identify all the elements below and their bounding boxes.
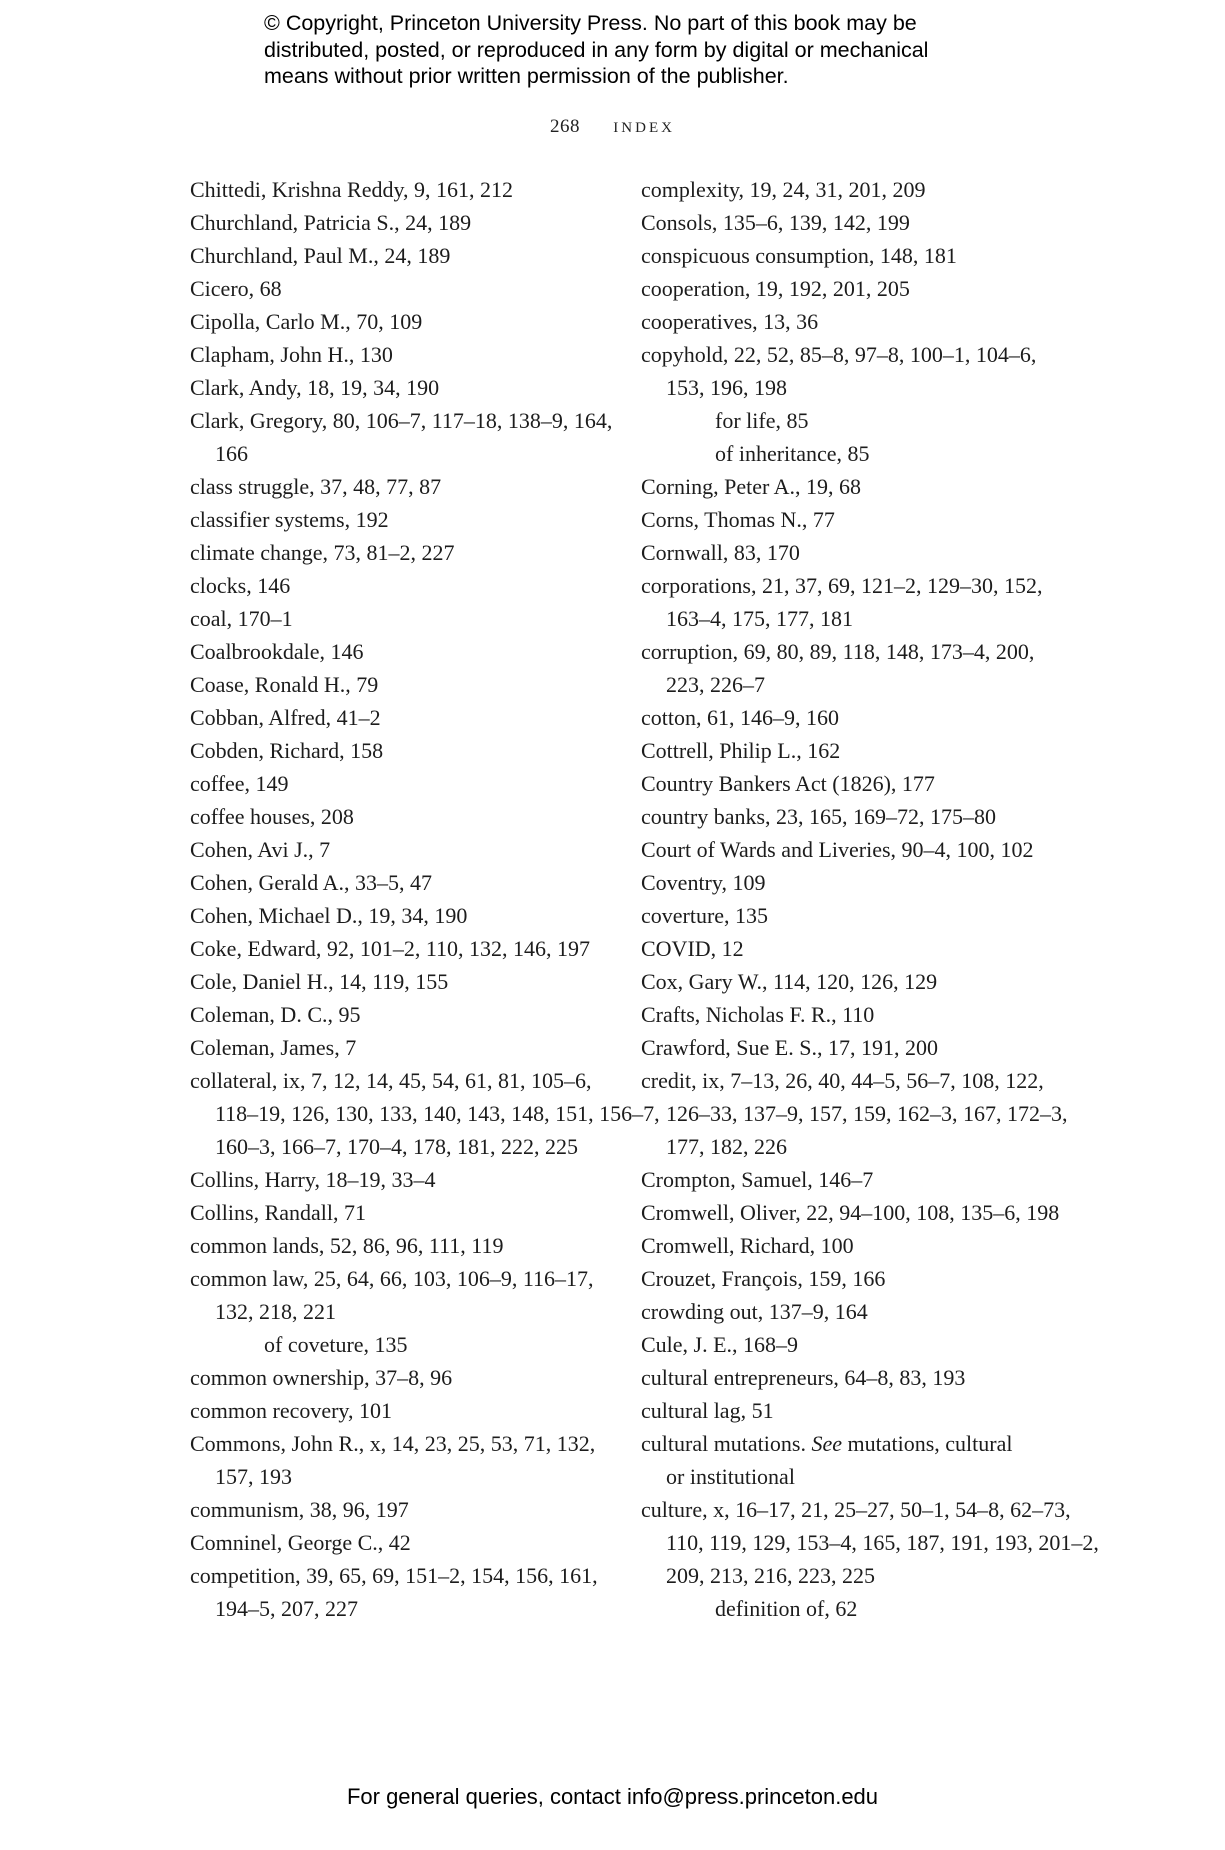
index-entry-line: country banks, 23, 165, 169–72, 175–80 bbox=[641, 804, 997, 829]
index-entry-line: Coventry, 109 bbox=[641, 870, 766, 895]
index-entry bbox=[641, 932, 1071, 965]
index-entry-line: Corning, Peter A., 19, 68 bbox=[641, 474, 861, 499]
index-entry bbox=[190, 569, 610, 602]
index-entry bbox=[190, 866, 610, 899]
index-entry-line: Cox, Gary W., 114, 120, 126, 129 bbox=[641, 969, 938, 994]
index-entry bbox=[190, 1031, 610, 1064]
index-entry bbox=[190, 668, 610, 701]
index-entry-line: Cole, Daniel H., 14, 119, 155 bbox=[190, 969, 449, 994]
index-entry bbox=[190, 470, 610, 503]
index-entry bbox=[641, 1427, 1071, 1493]
index-entry-line: or institutional bbox=[666, 1464, 795, 1489]
running-head bbox=[0, 112, 1225, 138]
index-entry bbox=[190, 536, 610, 569]
index-entry-line: Coase, Ronald H., 79 bbox=[190, 672, 379, 697]
index-entry bbox=[190, 173, 610, 206]
page-number: 268 bbox=[550, 116, 581, 137]
index-entry bbox=[641, 998, 1071, 1031]
index-entry-line: communism, 38, 96, 197 bbox=[190, 1497, 409, 1522]
index-entry-line: Cobban, Alfred, 41–2 bbox=[190, 705, 381, 730]
index-entry-line: common law, 25, 64, 66, 103, 106–9, 116–17, bbox=[190, 1266, 594, 1291]
index-entry-line: COVID, 12 bbox=[641, 936, 744, 961]
index-entry bbox=[190, 1559, 610, 1625]
index-entry-line: class struggle, 37, 48, 77, 87 bbox=[190, 474, 442, 499]
section-title: index bbox=[613, 112, 675, 137]
index-entry-line: Collins, Randall, 71 bbox=[190, 1200, 366, 1225]
index-entry bbox=[641, 1163, 1071, 1196]
index-entry bbox=[641, 1295, 1071, 1328]
index-entry-line: 209, 213, 216, 223, 225 bbox=[666, 1563, 875, 1588]
index-entry-line: 153, 196, 198 bbox=[666, 375, 787, 400]
index-entry-line: Commons, John R., x, 14, 23, 25, 53, 71, 132, bbox=[190, 1431, 596, 1456]
index-entry bbox=[190, 1064, 660, 1163]
index-entry bbox=[190, 1229, 610, 1262]
index-entry-line: cooperation, 19, 192, 201, 205 bbox=[641, 276, 910, 301]
index-column-left bbox=[190, 173, 660, 1625]
copyright-line: © Copyright, Princeton University Press. No part of this book may be bbox=[264, 11, 917, 35]
index-entry-line: Cohen, Michael D., 19, 34, 190 bbox=[190, 903, 468, 928]
index-entry bbox=[641, 1361, 1071, 1394]
index-entry bbox=[190, 998, 610, 1031]
index-entry-line: Cromwell, Oliver, 22, 94–100, 108, 135–6, 198 bbox=[641, 1200, 1060, 1225]
copyright-notice bbox=[264, 10, 1024, 90]
index-entry-line: common recovery, 101 bbox=[190, 1398, 393, 1423]
index-entry-line: Coke, Edward, 92, 101–2, 110, 132, 146, 197 bbox=[190, 936, 591, 961]
index-entry-line: Consols, 135–6, 139, 142, 199 bbox=[641, 210, 910, 235]
index-entry-line: 110, 119, 129, 153–4, 165, 187, 191, 193, 201–2, bbox=[666, 1530, 1099, 1555]
index-entry-line: Comninel, George C., 42 bbox=[190, 1530, 411, 1555]
copyright-line: distributed, posted, or reproduced in any form by digital or mechanical bbox=[264, 37, 929, 62]
index-entry bbox=[641, 305, 1071, 338]
index-entry bbox=[190, 602, 610, 635]
index-entry bbox=[190, 767, 610, 800]
index-entry bbox=[190, 206, 610, 239]
index-entry bbox=[190, 1361, 610, 1394]
index-entry bbox=[641, 1031, 1071, 1064]
index-entry bbox=[190, 1262, 610, 1328]
index-entry-line: Churchland, Patricia S., 24, 189 bbox=[190, 210, 472, 235]
index-entry-line: 157, 193 bbox=[215, 1464, 292, 1489]
index-entry-line: clocks, 146 bbox=[190, 573, 291, 598]
index-entry-line: competition, 39, 65, 69, 151–2, 154, 156, 161, bbox=[190, 1563, 598, 1588]
index-entry bbox=[641, 1394, 1071, 1427]
index-entry-line: Corns, Thomas N., 77 bbox=[641, 507, 835, 532]
index-entry-line: cotton, 61, 146–9, 160 bbox=[641, 705, 839, 730]
index-entry bbox=[190, 800, 610, 833]
index-column-right bbox=[641, 173, 1099, 1625]
index-entry-line: Clapham, John H., 130 bbox=[190, 342, 393, 367]
index-entry bbox=[641, 767, 1071, 800]
index-entry bbox=[190, 371, 610, 404]
index-entry bbox=[641, 1328, 1071, 1361]
index-entry bbox=[190, 833, 610, 866]
index-entry-line: 163–4, 175, 177, 181 bbox=[666, 606, 853, 631]
index-entry bbox=[641, 833, 1071, 866]
index-entry bbox=[190, 404, 613, 470]
index-entry-line: coal, 170–1 bbox=[190, 606, 293, 631]
index-entry-line: Crouzet, François, 159, 166 bbox=[641, 1266, 886, 1291]
index-entry-line: Chittedi, Krishna Reddy, 9, 161, 212 bbox=[190, 177, 514, 202]
index-entry-line: coverture, 135 bbox=[641, 903, 769, 928]
index-entry bbox=[641, 536, 1071, 569]
index-entry bbox=[641, 1064, 1071, 1163]
index-entry-line: complexity, 19, 24, 31, 201, 209 bbox=[641, 177, 926, 202]
index-entry bbox=[190, 734, 610, 767]
index-entry-line: 160–3, 166–7, 170–4, 178, 181, 222, 225 bbox=[215, 1134, 578, 1159]
index-entry-line: collateral, ix, 7, 12, 14, 45, 54, 61, 81, 105–6, bbox=[190, 1068, 592, 1093]
index-entry bbox=[190, 272, 610, 305]
index-entry bbox=[190, 899, 610, 932]
copyright-line: means without prior written permission of the publisher. bbox=[264, 64, 789, 88]
index-entry-line: Cobden, Richard, 158 bbox=[190, 738, 384, 763]
index-entry-line: of coveture, 135 bbox=[264, 1332, 408, 1357]
index-entry-line: Country Bankers Act (1826), 177 bbox=[641, 771, 935, 796]
index-entry-line: 118–19, 126, 130, 133, 140, 143, 148, 151, 156–7, bbox=[215, 1101, 660, 1126]
index-entry-line: Coleman, D. C., 95 bbox=[190, 1002, 361, 1027]
index-entry-line: common lands, 52, 86, 96, 111, 119 bbox=[190, 1233, 504, 1258]
index-entry bbox=[641, 272, 1071, 305]
index-entry-line: Clark, Andy, 18, 19, 34, 190 bbox=[190, 375, 440, 400]
footer-contact: For general queries, contact info@press.princeton.edu bbox=[346, 1784, 879, 1809]
index-entry-line: Cromwell, Richard, 100 bbox=[641, 1233, 854, 1258]
index-entry bbox=[641, 569, 1071, 635]
see-reference: See bbox=[811, 1431, 842, 1456]
index-entry-line: common ownership, 37–8, 96 bbox=[190, 1365, 453, 1390]
index-entry-line: Coalbrookdale, 146 bbox=[190, 639, 364, 664]
index-entry bbox=[641, 1196, 1071, 1229]
index-entry bbox=[641, 173, 1071, 206]
index-entry-line: Court of Wards and Liveries, 90–4, 100, 102 bbox=[641, 837, 1034, 862]
index-entry bbox=[190, 1394, 610, 1427]
index-entry bbox=[190, 305, 610, 338]
index-subentry bbox=[641, 1592, 1071, 1625]
index-entry-line: credit, ix, 7–13, 26, 40, 44–5, 56–7, 108, 122, bbox=[641, 1068, 1044, 1093]
index-entry-line: cultural entrepreneurs, 64–8, 83, 193 bbox=[641, 1365, 966, 1390]
index-entry-line: coffee houses, 208 bbox=[190, 804, 354, 829]
index-entry-line: 166 bbox=[215, 441, 248, 466]
index-entry bbox=[641, 503, 1071, 536]
index-entry bbox=[641, 206, 1071, 239]
index-entry-line: copyhold, 22, 52, 85–8, 97–8, 100–1, 104–6, bbox=[641, 342, 1037, 367]
index-entry-line: cooperatives, 13, 36 bbox=[641, 309, 819, 334]
index-entry bbox=[190, 965, 610, 998]
index-entry bbox=[190, 1526, 610, 1559]
index-entry bbox=[641, 965, 1071, 998]
index-entry-line: climate change, 73, 81–2, 227 bbox=[190, 540, 455, 565]
index-entry bbox=[641, 899, 1071, 932]
index-entry-line: Cohen, Avi J., 7 bbox=[190, 837, 331, 862]
index-entry-line: cultural lag, 51 bbox=[641, 1398, 774, 1423]
index-entry-line: of inheritance, 85 bbox=[715, 441, 870, 466]
index-entry bbox=[641, 1262, 1071, 1295]
index-entry bbox=[190, 1196, 610, 1229]
index-entry-line: corruption, 69, 80, 89, 118, 148, 173–4, 200, bbox=[641, 639, 1035, 664]
index-entry bbox=[641, 338, 1071, 404]
index-entry bbox=[190, 338, 610, 371]
index-entry-line: 194–5, 207, 227 bbox=[215, 1596, 358, 1621]
index-entry-line: Cornwall, 83, 170 bbox=[641, 540, 800, 565]
index-entry-line: Cohen, Gerald A., 33–5, 47 bbox=[190, 870, 432, 895]
index-entry bbox=[190, 635, 610, 668]
index-entry-line: coffee, 149 bbox=[190, 771, 289, 796]
index-entry-line: Coleman, James, 7 bbox=[190, 1035, 357, 1060]
index-entry-line: Crawford, Sue E. S., 17, 191, 200 bbox=[641, 1035, 938, 1060]
index-entry bbox=[641, 866, 1071, 899]
index-entry bbox=[641, 470, 1071, 503]
index-entry-line: 126–33, 137–9, 157, 159, 162–3, 167, 172–3, bbox=[666, 1101, 1068, 1126]
index-entry bbox=[641, 1229, 1071, 1262]
index-entry bbox=[190, 1493, 610, 1526]
index-entry bbox=[190, 701, 610, 734]
index-entry-line: Cipolla, Carlo M., 70, 109 bbox=[190, 309, 423, 334]
index-entry bbox=[641, 734, 1071, 767]
index-entry-line: Cottrell, Philip L., 162 bbox=[641, 738, 841, 763]
index-entry bbox=[641, 239, 1071, 272]
index-entry-line: culture, x, 16–17, 21, 25–27, 50–1, 54–8, 62–73, bbox=[641, 1497, 1071, 1522]
index-subentry bbox=[641, 404, 1071, 437]
index-entry bbox=[641, 800, 1071, 833]
index-entry-line: Cule, J. E., 168–9 bbox=[641, 1332, 799, 1357]
index-entry bbox=[190, 503, 610, 536]
index-entry-line: corporations, 21, 37, 69, 121–2, 129–30, 152, bbox=[641, 573, 1043, 598]
index-entry bbox=[190, 239, 610, 272]
index-entry bbox=[190, 1427, 610, 1493]
index-entry-line: crowding out, 137–9, 164 bbox=[641, 1299, 868, 1324]
index-entry-line: Crompton, Samuel, 146–7 bbox=[641, 1167, 874, 1192]
index-entry-line: Collins, Harry, 18–19, 33–4 bbox=[190, 1167, 436, 1192]
index-entry-line: 132, 218, 221 bbox=[215, 1299, 336, 1324]
index-subentry bbox=[641, 437, 1071, 470]
index-entry bbox=[190, 932, 610, 965]
index-entry-line: cultural mutations. See mutations, cultural bbox=[641, 1431, 1013, 1456]
index-subentry bbox=[190, 1328, 610, 1361]
index-entry-line: classifier systems, 192 bbox=[190, 507, 389, 532]
index-entry bbox=[190, 1163, 610, 1196]
index-entry-line: Cicero, 68 bbox=[190, 276, 282, 301]
index-entry-line: 223, 226–7 bbox=[666, 672, 765, 697]
index-entry-line: Churchland, Paul M., 24, 189 bbox=[190, 243, 451, 268]
index-entry-line: Crafts, Nicholas F. R., 110 bbox=[641, 1002, 875, 1027]
index-entry-line: for life, 85 bbox=[715, 408, 809, 433]
index-entry bbox=[641, 701, 1071, 734]
index-entry-line: 177, 182, 226 bbox=[666, 1134, 787, 1159]
index-entry bbox=[641, 1493, 1099, 1592]
index-entry-line: conspicuous consumption, 148, 181 bbox=[641, 243, 957, 268]
index-entry bbox=[641, 635, 1071, 701]
index-entry-line: definition of, 62 bbox=[715, 1596, 858, 1621]
index-entry-line: Clark, Gregory, 80, 106–7, 117–18, 138–9, 164, bbox=[190, 408, 613, 433]
